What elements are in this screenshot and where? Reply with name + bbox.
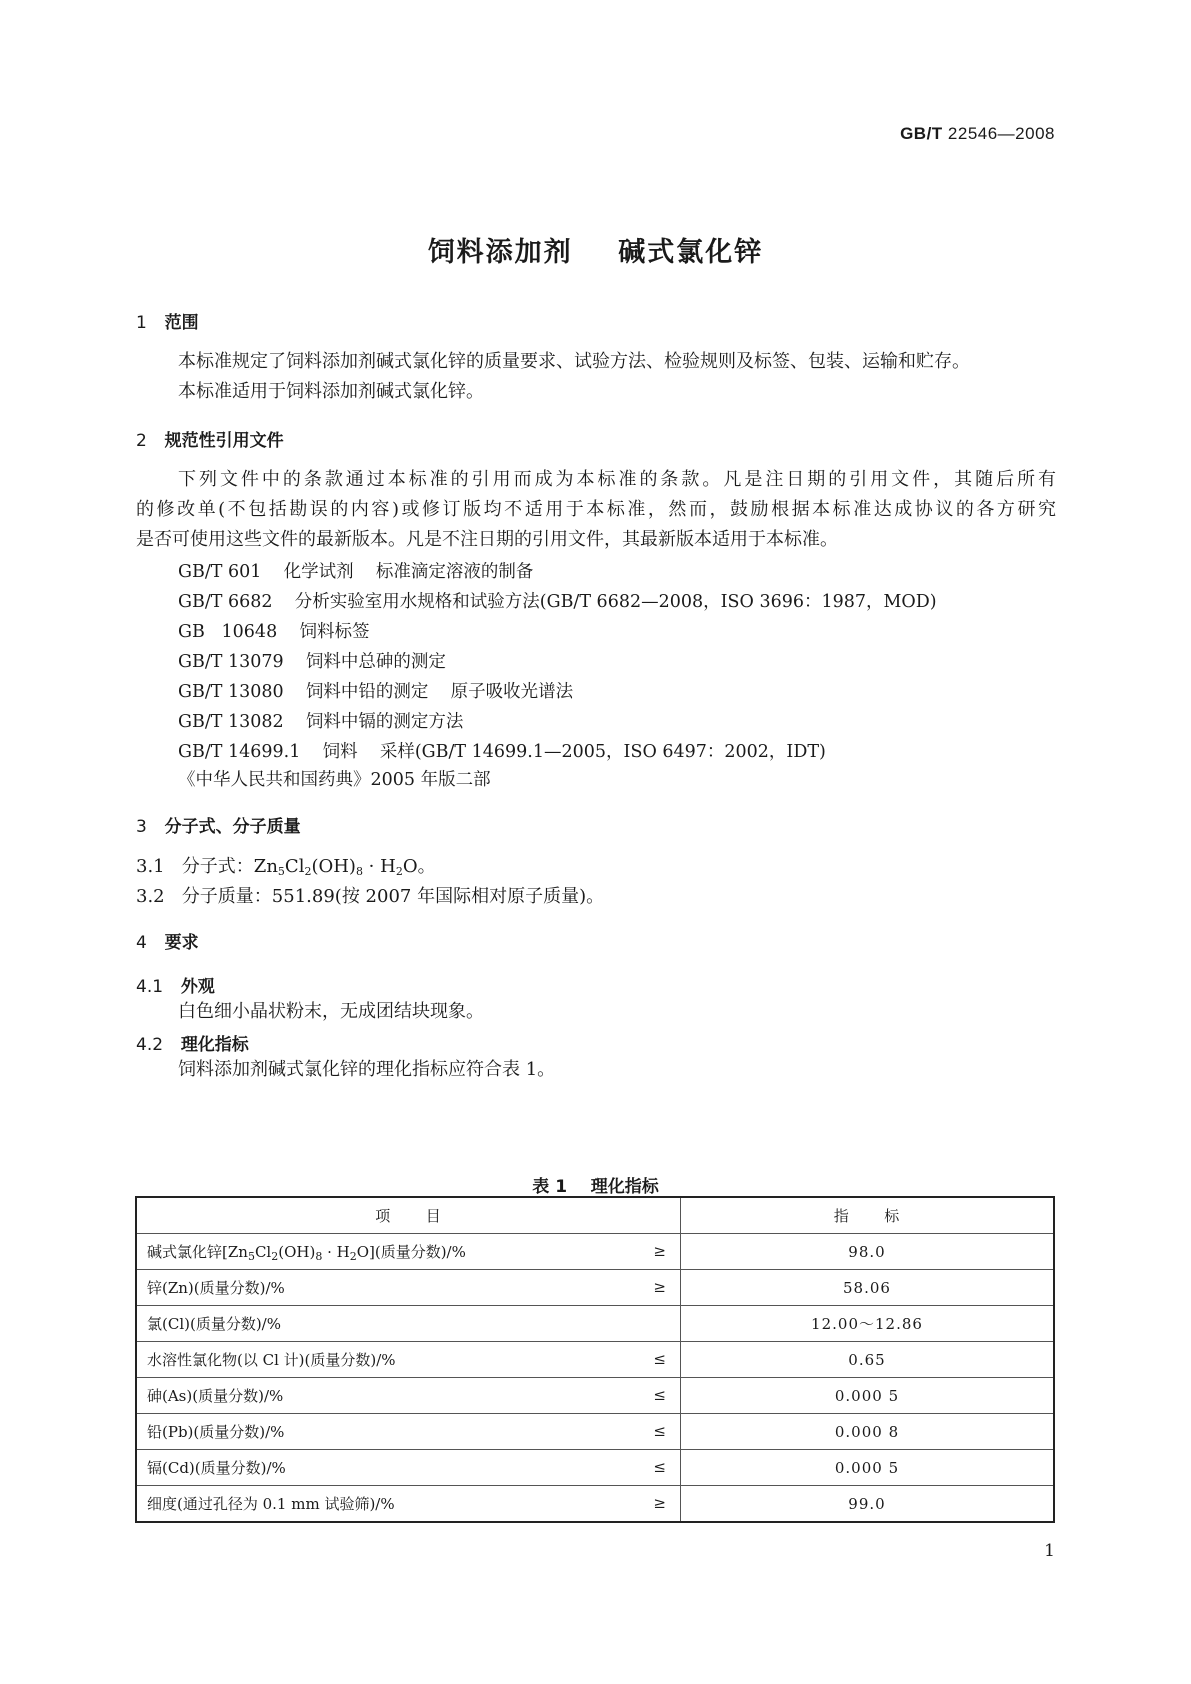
paragraph-line: 是否可使用这些文件的最新版本。凡是不注日期的引用文件，其最新版本适用于本标准。 (136, 529, 838, 550)
section-title: 规范性引用文件 (164, 431, 284, 451)
item-cell (136, 1270, 681, 1306)
paragraph: 本标准适用于饲料添加剂碱式氯化锌。 (178, 381, 484, 402)
value-cell: 58.06 (681, 1270, 1055, 1306)
paragraph: 饲料添加剂碱式氯化锌的理化指标应符合表 1。 (178, 1059, 556, 1080)
subscript: 2 (304, 865, 312, 878)
subscript: 2 (349, 1249, 357, 1263)
subscript: 2 (395, 865, 403, 878)
table-row (136, 1234, 1054, 1270)
reference-item: GB 10648 饲料标签 (178, 622, 370, 642)
value-cell: 99.0 (681, 1486, 1055, 1523)
item-text: O](质量分数)/% (356, 1242, 466, 1261)
item-text: 镉(Cd)(质量分数)/% (147, 1459, 286, 1477)
clause-number: 4.1 (136, 977, 164, 997)
column-header-item: 项 目 (136, 1197, 681, 1234)
formula-part: Cl (284, 856, 305, 877)
clause-text: 分子质量：551.89(按 2007 年国际相对原子质量)。 (181, 886, 605, 907)
clause-number: 3.1 (136, 856, 165, 877)
reference-item: GB/T 13080 饲料中铅的测定 原子吸收光谱法 (178, 682, 574, 702)
reference-item: GB/T 6682 分析实验室用水规格和试验方法(GB/T 6682—2008，ISO 3696：1987，MOD) (178, 592, 937, 612)
comparison-symbol: ≤ (653, 1386, 666, 1404)
item-cell (136, 1414, 681, 1450)
clause-number: 4.2 (136, 1035, 164, 1055)
table-row (136, 1378, 1054, 1414)
document-title: 饲料添加剂 碱式氯化锌 (427, 237, 764, 268)
clause-4-1-heading (136, 972, 215, 997)
formula-part: · H (362, 856, 396, 877)
clause-number: 3.2 (136, 886, 165, 907)
item-text: 碱式氯化锌[Zn (147, 1242, 248, 1261)
section-title: 分子式、分子质量 (164, 817, 301, 837)
comparison-symbol: ≤ (653, 1350, 666, 1368)
table-row (136, 1414, 1054, 1450)
item-cell (136, 1450, 681, 1486)
subscript: 2 (271, 1249, 279, 1263)
item-cell (136, 1306, 681, 1342)
section-4-heading (136, 928, 199, 953)
comparison-symbol: ≥ (653, 1494, 666, 1512)
page-number: 1 (1044, 1541, 1055, 1561)
section-2-heading (136, 426, 284, 451)
table-row (136, 1486, 1054, 1523)
subscript: 8 (315, 1249, 323, 1263)
item-text: 细度(通过孔径为 0.1 mm 试验筛)/% (147, 1495, 395, 1513)
paragraph-line: 的修改单(不包括勘误的内容)或修订版均不适用于本标准，然而，鼓励根据本标准达成协议的各方研究 (136, 499, 1056, 520)
value-cell: 0.000 5 (681, 1450, 1055, 1486)
clause-3-1 (136, 852, 436, 878)
subscript: 8 (355, 865, 363, 878)
specification-table (135, 1196, 1055, 1523)
paragraph-line: 下列文件中的条款通过本标准的引用而成为本标准的条款。凡是注日期的引用文件，其随后所有 (178, 469, 1056, 490)
formula-part: (OH) (311, 856, 356, 877)
table-header-row (136, 1197, 1054, 1234)
value-cell: 0.000 8 (681, 1414, 1055, 1450)
item-text: 氯(Cl)(质量分数)/% (147, 1315, 281, 1333)
reference-item: 《中华人民共和国药典》2005 年版二部 (178, 770, 491, 790)
reference-item: GB/T 13079 饲料中总砷的测定 (178, 652, 446, 672)
reference-item: GB/T 601 化学试剂 标准滴定溶液的制备 (178, 562, 534, 582)
column-header-value: 指 标 (681, 1197, 1055, 1234)
section-title: 范围 (164, 313, 199, 333)
table-caption: 表 1 理化指标 (532, 1177, 659, 1197)
item-text: 锌(Zn)(质量分数)/% (147, 1279, 285, 1297)
formula-part: O。 (402, 856, 436, 877)
item-text: 砷(As)(质量分数)/% (147, 1387, 284, 1405)
paragraph: 白色细小晶状粉末，无成团结块现象。 (178, 1001, 484, 1022)
value-cell: 0.000 5 (681, 1378, 1055, 1414)
section-1-heading (136, 308, 199, 333)
section-3-heading (136, 812, 301, 837)
paragraph: 本标准规定了饲料添加剂碱式氯化锌的质量要求、试验方法、检验规则及标签、包装、运输和贮存。 (178, 351, 970, 372)
clause-title: 理化指标 (180, 1035, 249, 1055)
item-text: 铅(Pb)(质量分数)/% (147, 1423, 285, 1441)
value-cell: 12.00～12.86 (681, 1306, 1055, 1342)
comparison-symbol: ≤ (653, 1458, 666, 1476)
comparison-symbol: ≥ (653, 1242, 666, 1260)
subscript: 5 (277, 865, 285, 878)
section-number: 1 (136, 313, 147, 333)
item-text: · H (322, 1242, 350, 1261)
clause-title: 外观 (180, 977, 215, 997)
item-cell (136, 1342, 681, 1378)
comparison-symbol: ≤ (653, 1422, 666, 1440)
item-cell (136, 1378, 681, 1414)
formula-label: 分子式：Zn (181, 856, 278, 877)
section-number: 3 (136, 817, 147, 837)
item-cell (136, 1486, 681, 1523)
value-cell: 0.65 (681, 1342, 1055, 1378)
value-cell: 98.0 (681, 1234, 1055, 1270)
item-text: (OH) (278, 1242, 316, 1261)
standard-code-number: 22546—2008 (947, 124, 1055, 143)
reference-item: GB/T 14699.1 饲料 采样(GB/T 14699.1—2005，ISO 6497：2002，IDT) (178, 742, 826, 762)
item-text: 水溶性氯化物(以 Cl 计)(质量分数)/% (147, 1351, 396, 1369)
section-number: 2 (136, 431, 147, 451)
section-title: 要求 (164, 933, 199, 953)
table-row (136, 1306, 1054, 1342)
item-cell (136, 1234, 681, 1270)
subscript: 5 (247, 1249, 255, 1263)
table-row (136, 1270, 1054, 1306)
clause-3-2 (136, 882, 604, 908)
reference-item: GB/T 13082 饲料中镉的测定方法 (178, 712, 464, 732)
item-text: Cl (254, 1242, 272, 1261)
standard-code-prefix: GB/T (900, 124, 943, 143)
standard-code (900, 124, 1055, 144)
clause-4-2-heading (136, 1030, 249, 1055)
table-row (136, 1342, 1054, 1378)
section-number: 4 (136, 933, 147, 953)
comparison-symbol: ≥ (653, 1278, 666, 1296)
table-row (136, 1450, 1054, 1486)
